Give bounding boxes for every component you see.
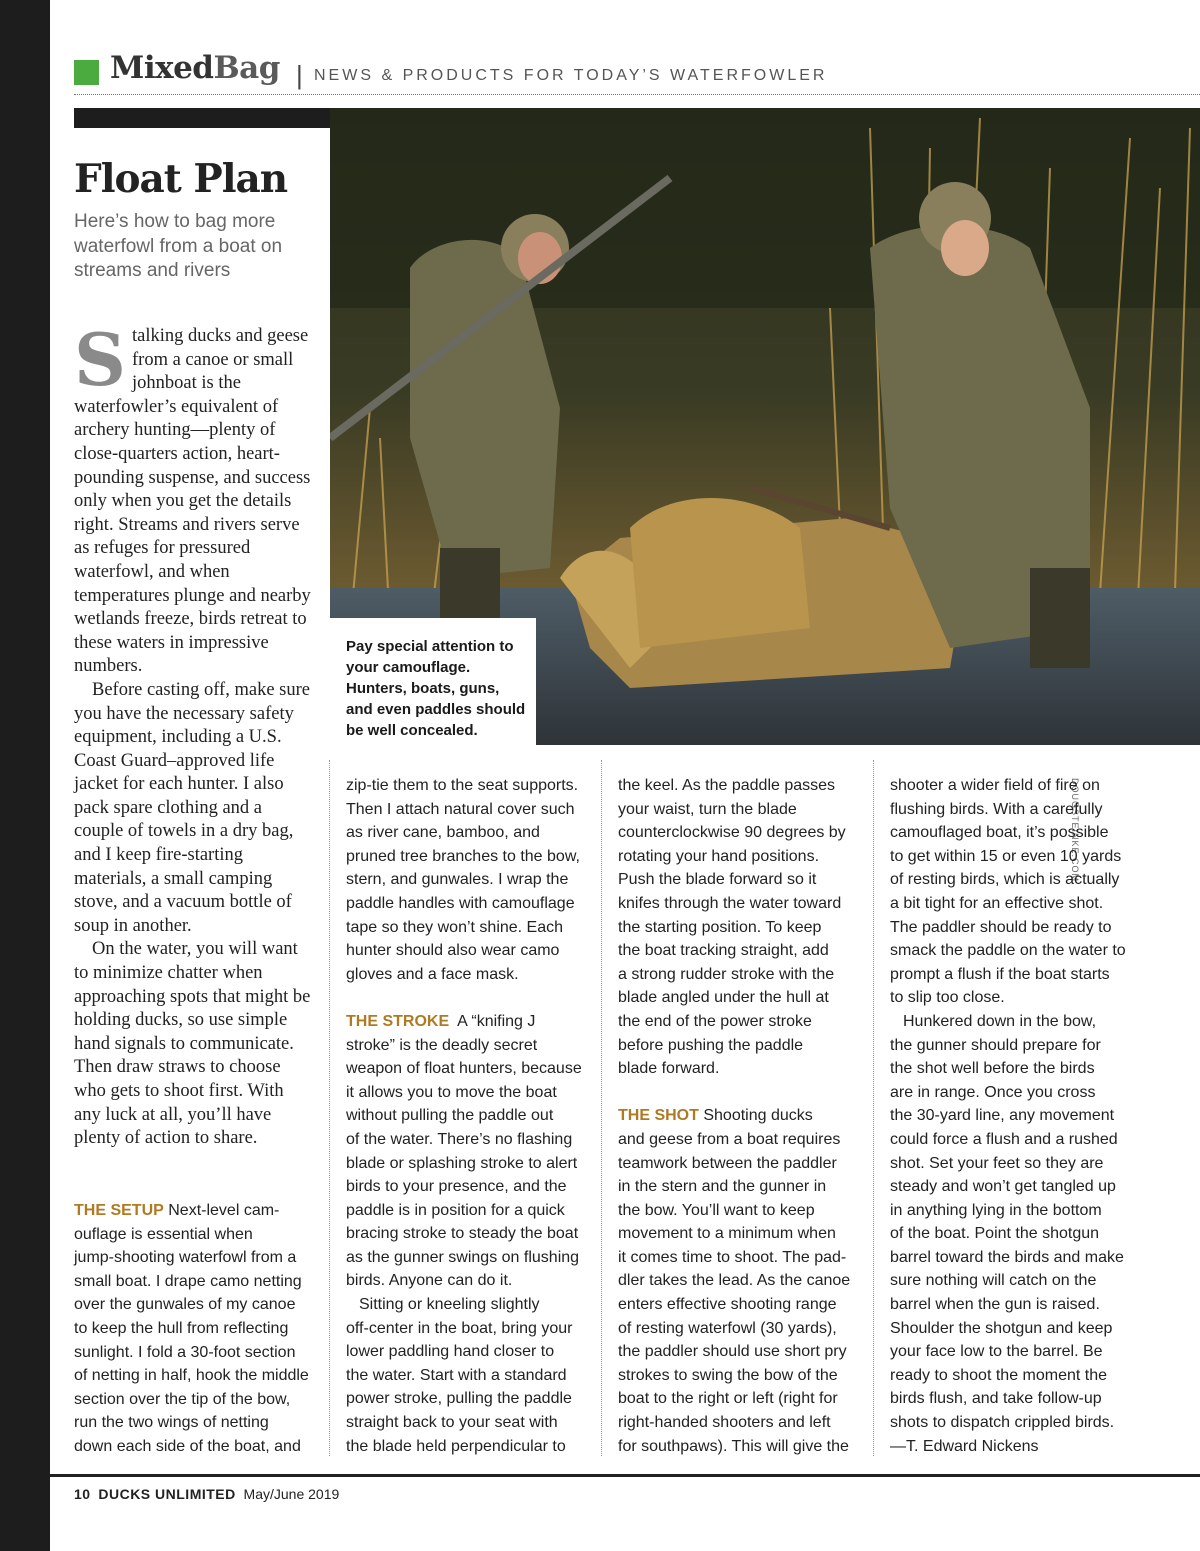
- text-line: and geese from a boat requires: [618, 1130, 841, 1148]
- text-line: shot. Set your feet so they are: [890, 1154, 1104, 1172]
- column-4-shot-lines: [890, 774, 1130, 1010]
- column-2-stroke-p2-lines: [346, 1293, 586, 1458]
- text-line: steady and won’t get tangled up: [890, 1178, 1116, 1196]
- text-line: strokes to swing the bow of the: [618, 1366, 838, 1384]
- header-rule: [74, 94, 1200, 95]
- text-line: barrel toward the birds and make: [890, 1248, 1124, 1266]
- text-line: birds flush, and take follow-up: [890, 1390, 1102, 1408]
- text-line: the keel. As the paddle passes: [618, 777, 836, 794]
- text-line: the end of the power stroke: [618, 1012, 812, 1030]
- drop-cap: S: [74, 317, 126, 402]
- text-line: down each side of the boat, and: [74, 1437, 301, 1455]
- column-3: [618, 774, 858, 1458]
- text-line: barrel when the gun is raised.: [890, 1296, 1100, 1314]
- text-line: the water. Start with a standard: [346, 1366, 567, 1384]
- text-line: counterclockwise 90 degrees by: [618, 824, 846, 842]
- article-title: Float Plan: [74, 156, 288, 202]
- text-line: camouflaged boat, it’s possible: [890, 824, 1109, 842]
- text-line: ouflage is essential when: [74, 1225, 253, 1243]
- text-line: the shot well before the birds: [890, 1060, 1095, 1078]
- text-line: in anything lying in the bottom: [890, 1201, 1102, 1219]
- text-line: of resting birds, which is actually: [890, 871, 1120, 889]
- text-line: power stroke, pulling the paddle: [346, 1390, 572, 1408]
- text-line: gloves and a face mask.: [346, 965, 519, 983]
- text-line: hunter should also wear camo: [346, 942, 560, 960]
- shot-first-text: Shooting ducks: [703, 1107, 813, 1125]
- text-line: blade forward.: [618, 1060, 720, 1078]
- text-line: it allows you to move the boat: [346, 1083, 557, 1101]
- text-line: as the gunner swings on flushing: [346, 1248, 580, 1266]
- text-line: the paddler should use short pry: [618, 1343, 847, 1361]
- text-line: birds to your presence, and the: [346, 1178, 567, 1196]
- text-line: jump-shooting waterfowl from a: [74, 1249, 297, 1267]
- text-line: could force a flush and a rushed: [890, 1130, 1118, 1148]
- page-number: 10: [74, 1486, 91, 1502]
- text-line: prompt a flush if the boat starts: [890, 965, 1110, 983]
- intro-p1-text: talking ducks and geese from a canoe or small johnboat is the waterfowler’s equivalent of archery hunting—plenty of close-quarters action, heart-pounding suspense, and success only when you get the details right. Streams and rivers serve as refuges for pressured waterfowl, and when temperatures plunge and nearby wetlands freeze, birds retreat to these waters in impressive numbers.: [74, 326, 311, 677]
- text-line: rotating your hand positions.: [618, 847, 820, 865]
- text-line: the gunner should prepare for: [890, 1036, 1101, 1054]
- column-4: [890, 774, 1130, 1458]
- text-line: zip-tie them to the seat supports.: [346, 777, 579, 794]
- spacer: [618, 1081, 858, 1105]
- setup-heading: THE SETUP: [74, 1202, 164, 1219]
- text-line: the starting position. To keep: [618, 918, 822, 936]
- stroke-heading: THE STROKE: [346, 1012, 450, 1030]
- text-line: it comes time to shoot. The pad-: [618, 1248, 847, 1266]
- text-line: a bit tight for an effective shot.: [890, 894, 1104, 912]
- text-line: birds. Anyone can do it.: [346, 1272, 513, 1290]
- text-line: The paddler should be ready to: [890, 918, 1112, 936]
- page-footer: [74, 1486, 339, 1502]
- text-line: Sitting or kneeling slightly: [359, 1296, 540, 1314]
- setup-first-text: Next-level cam-: [168, 1202, 280, 1219]
- text-line: are in range. Once you cross: [890, 1083, 1096, 1101]
- text-line: stern, and gunwales. I wrap the: [346, 871, 569, 889]
- text-line: to keep the hull from reflecting: [74, 1319, 289, 1337]
- column-2-setup-lines: [346, 774, 586, 986]
- text-line: the 30-yard line, any movement: [890, 1107, 1115, 1125]
- section-brand: [110, 50, 280, 86]
- text-line: of the water. There’s no flashing: [346, 1130, 573, 1148]
- column-divider-2: [601, 760, 602, 1456]
- shot-first-line: [618, 1104, 858, 1128]
- text-line: for southpaws). This will give the: [618, 1437, 849, 1455]
- column-3-stroke-lines: [618, 774, 858, 1081]
- text-line: weapon of float hunters, because: [346, 1060, 582, 1078]
- spacer: [346, 986, 586, 1010]
- text-line: as river cane, bamboo, and: [346, 824, 540, 842]
- article-subtitle: Here’s how to bag more waterfowl from a boat on streams and rivers: [74, 211, 283, 281]
- text-line: teamwork between the paddler: [618, 1154, 837, 1172]
- text-line: —T. Edward Nickens: [890, 1437, 1039, 1455]
- text-line: enters effective shooting range: [618, 1296, 837, 1314]
- text-line: boat to the right or left (right for: [618, 1390, 838, 1408]
- text-line: small boat. I drape camo netting: [74, 1272, 302, 1290]
- footer-rule: [50, 1474, 1200, 1477]
- text-line: shooter a wider field of fire on: [890, 777, 1100, 794]
- text-line: paddle handles with camouflage: [346, 894, 575, 912]
- text-line: section over the tip of the bow,: [74, 1390, 291, 1408]
- shot-heading: THE SHOT: [618, 1107, 699, 1125]
- text-line: the bow. You’ll want to keep: [618, 1201, 815, 1219]
- text-line: dler takes the lead. As the canoe: [618, 1272, 851, 1290]
- text-line: movement to a minimum when: [618, 1225, 836, 1243]
- section-header: [74, 50, 1200, 96]
- intro-paragraph-3: On the water, you will want to minimize chatter when approaching spots that might be holding ducks, so use simple hand signals to communicate. Then draw straws to choose who gets to shoot first. With any luck at all, you’ll have plenty of action to share.: [74, 939, 311, 1149]
- text-line: to slip too close.: [890, 989, 1005, 1007]
- intro-paragraph-1: [74, 317, 314, 679]
- text-line: flushing birds. With a carefully: [890, 800, 1103, 818]
- text-line: your waist, turn the blade: [618, 800, 797, 818]
- stroke-first-line: [346, 1010, 586, 1034]
- text-line: sure nothing will catch on the: [890, 1272, 1097, 1290]
- text-line: over the gunwales of my canoe: [74, 1296, 296, 1314]
- column-2-stroke-lines: [346, 1034, 586, 1294]
- stroke-first-text: A “knifing J: [457, 1012, 536, 1030]
- photo-credit: DOUGSTEINKE.COM: [1070, 778, 1080, 883]
- header-separator: |: [296, 60, 303, 90]
- brand-mixed: Mixed: [110, 50, 214, 86]
- text-line: straight back to your seat with: [346, 1414, 558, 1432]
- text-line: sunlight. I fold a 30-foot section: [74, 1343, 296, 1361]
- text-line: Hunkered down in the bow,: [903, 1012, 1097, 1030]
- photo-caption: Pay special attention to your camouflage. Hunters, boats, guns, and even paddles should be well concealed.: [330, 618, 536, 745]
- title-bar: [74, 108, 330, 128]
- column-1-lines: [74, 1223, 314, 1459]
- text-line: the blade held perpendicular to: [346, 1437, 566, 1455]
- page-spine: [0, 0, 50, 1551]
- text-line: tape so they won’t shine. Each: [346, 918, 564, 936]
- column-3-shot-lines: [618, 1128, 858, 1458]
- text-line: paddle is in position for a quick: [346, 1201, 565, 1219]
- text-line: bracing stroke to steady the boat: [346, 1225, 579, 1243]
- text-line: blade or splashing stroke to alert: [346, 1154, 578, 1172]
- section-marker: [74, 60, 99, 85]
- text-line: stroke” is the deadly secret: [346, 1036, 538, 1054]
- text-line: lower paddling hand closer to: [346, 1343, 555, 1361]
- text-line: off-center in the boat, bring your: [346, 1319, 573, 1337]
- brand-bag: Bag: [213, 50, 280, 86]
- text-line: ready to shoot the moment the: [890, 1366, 1108, 1384]
- text-line: of the boat. Point the shotgun: [890, 1225, 1100, 1243]
- column-4-shot-p2-lines: [890, 1010, 1130, 1458]
- text-line: Push the blade forward so it: [618, 871, 817, 889]
- text-line: to get within 15 or even 10 yards: [890, 847, 1122, 865]
- magazine-name: DUCKS UNLIMITED: [98, 1486, 236, 1502]
- section-tagline: NEWS & PRODUCTS FOR TODAY’S WATERFOWLER: [314, 67, 828, 84]
- text-line: pruned tree branches to the bow,: [346, 847, 580, 865]
- text-line: a strong rudder stroke with the: [618, 965, 835, 983]
- column-2: [346, 774, 586, 1458]
- column-divider-1: [329, 760, 330, 1456]
- intro-paragraph-2: Before casting off, make sure you have the necessary safety equipment, including a U.S. Coast Guard–approved life jacket for each hunter. I also pack spare clothing and a couple of towels in a dry bag, and I keep fire-starting materials, a small camping stove, and a vacuum bottle of soup in another.: [74, 679, 310, 936]
- text-line: run the two wings of netting: [74, 1414, 269, 1432]
- text-line: without pulling the paddle out: [346, 1107, 554, 1125]
- text-line: Then I attach natural cover such: [346, 800, 575, 818]
- text-line: the boat tracking straight, add: [618, 942, 829, 960]
- issue-date: May/June 2019: [243, 1486, 340, 1502]
- text-line: of netting in half, hook the middle: [74, 1367, 309, 1385]
- text-line: before pushing the paddle: [618, 1036, 804, 1054]
- text-line: right-handed shooters and left: [618, 1414, 831, 1432]
- text-line: smack the paddle on the water to: [890, 942, 1126, 960]
- text-line: blade angled under the hull at: [618, 989, 829, 1007]
- text-line: shots to dispatch crippled birds.: [890, 1414, 1115, 1432]
- text-line: your face low to the barrel. Be: [890, 1343, 1103, 1361]
- setup-first-line: [74, 1199, 314, 1223]
- text-line: Shoulder the shotgun and keep: [890, 1319, 1113, 1337]
- column-1-setup: [74, 1199, 314, 1459]
- article-intro: [74, 317, 314, 1151]
- text-line: knifes through the water toward: [618, 894, 842, 912]
- column-divider-3: [873, 760, 874, 1456]
- text-line: of resting waterfowl (30 yards),: [618, 1319, 837, 1337]
- text-line: in the stern and the gunner in: [618, 1178, 827, 1196]
